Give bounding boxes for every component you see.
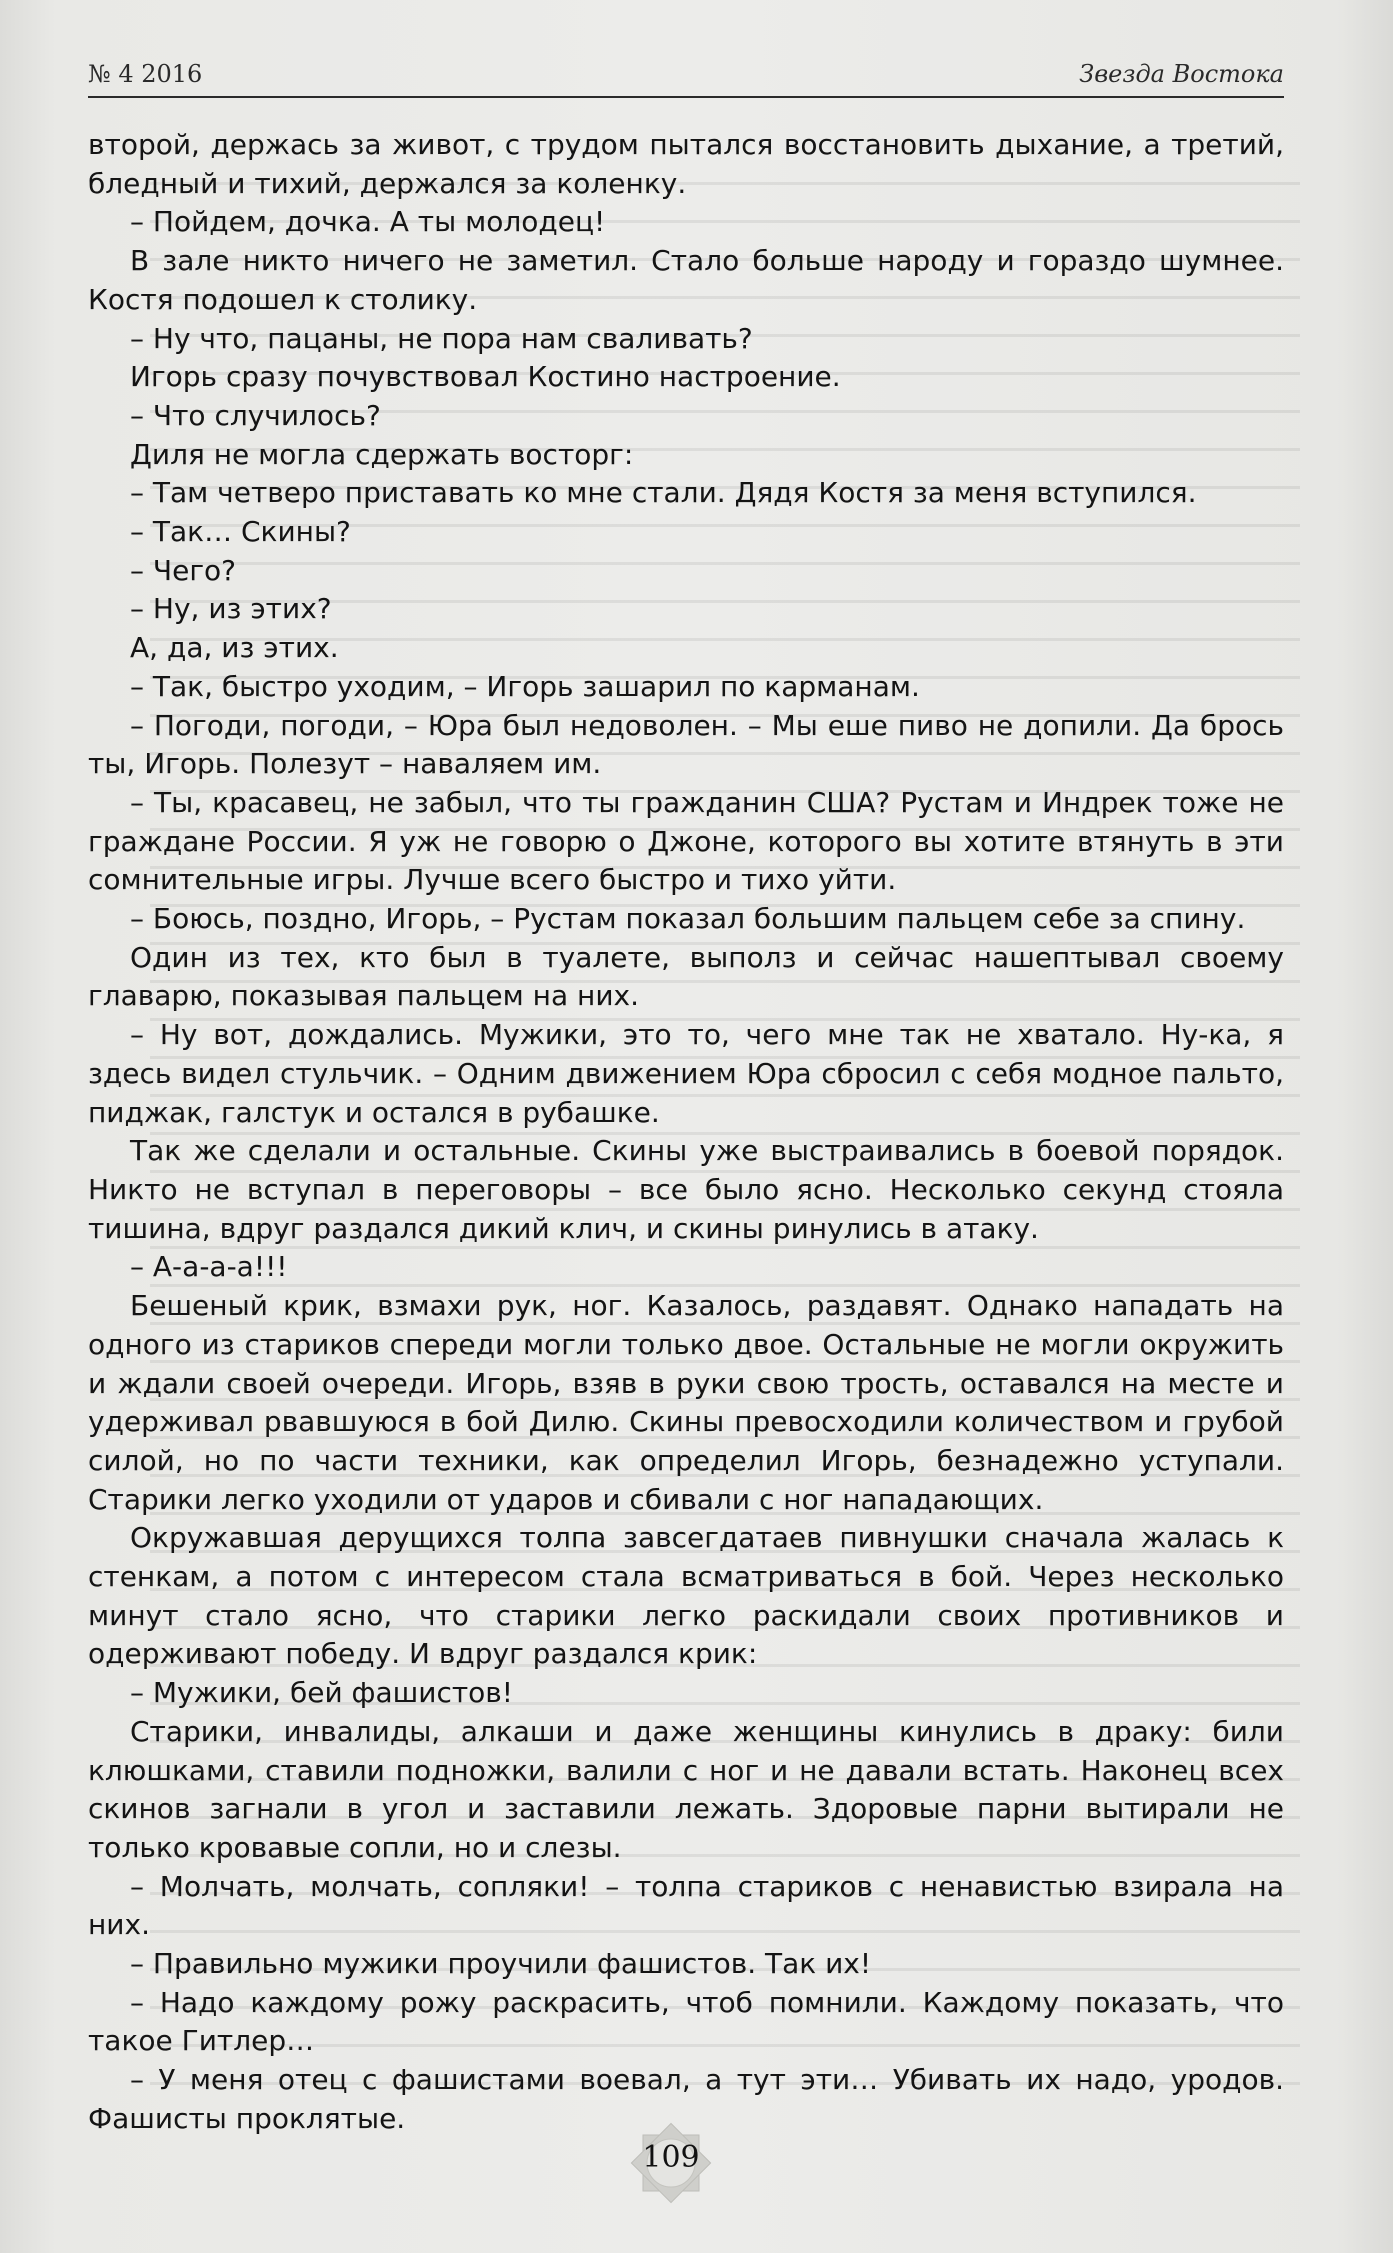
paragraph: – Ты, красавец, не забыл, что ты гражданин США? Рустам и Индрек тоже не граждане России. Я уж не говорю о Джоне, которого вы хотите втянуть в эти сомнительные игры. Лучше всего быстро и тихо уйти.: [88, 785, 1284, 897]
running-header: [88, 56, 1284, 96]
paragraph: – Погоди, погоди, – Юра был недоволен. – Мы еше пиво не допили. Да брось ты, Игорь. Полезут – наваляем им.: [88, 708, 1284, 781]
paragraph: – Ну, из этих?: [130, 592, 332, 626]
page-number-ornament: [626, 2118, 716, 2208]
issue-number: № 4 2016: [88, 60, 203, 88]
paragraph: – Там четверо приставать ко мне стали. Дядя Костя за меня вступился.: [130, 476, 1197, 510]
paragraph: – Правильно мужики проучили фашистов. Так их!: [130, 1947, 872, 1981]
paragraph: Окружавшая дерущихся толпа завсегдатаев пивнушки сначала жалась к стенкам, а потом с интересом стала всматриваться в бой. Через несколько минут стало ясно, что старики легко раскидали своих противников и одерживают победу. И вдруг раздался крик:: [88, 1521, 1284, 1671]
paragraph: Диля не могла сдержать восторг:: [130, 437, 634, 471]
paragraph: – Надо каждому рожу раскрасить, чтоб помнили. Каждому показать, что такое Гитлер…: [88, 1985, 1284, 2058]
paragraph: – Молчать, молчать, сопляки! – толпа стариков с ненавистью взирала на них.: [88, 1869, 1284, 1942]
paragraph: – А-а-а-а!!!: [130, 1250, 288, 1284]
paragraph: Игорь сразу почувствовал Костино настроение.: [130, 360, 841, 394]
paragraph: Так же сделали и остальные. Скины уже выстраивались в боевой порядок. Никто не вступал в переговоры – все было ясно. Несколько секунд стояла тишина, вдруг раздался дикий клич, и скины ринулись в атаку.: [88, 1134, 1284, 1245]
paragraph: – Мужики, бей фашистов!: [130, 1676, 514, 1710]
paragraph: – Чего?: [130, 553, 237, 587]
paragraph: второй, держась за живот, с трудом пытался восстановить дыхание, а третий, бледный и тихий, держался за коленку.: [88, 128, 1284, 200]
paragraph: Один из тех, кто был в туалете, выполз и сейчас нашептывал своему главарю, показывая пальцем на них.: [88, 940, 1284, 1013]
paragraph: – Что случилось?: [130, 398, 381, 432]
paragraph: А, да, из этих.: [130, 631, 339, 665]
journal-title: Звезда Востока: [1079, 60, 1284, 88]
body-text: [88, 126, 1284, 2139]
paragraph: – Боюсь, поздно, Игорь, – Рустам показал большим пальцем себе за спину.: [130, 902, 1246, 936]
paragraph: – Так… Скины?: [130, 515, 351, 549]
paragraph: – Пойдем, дочка. А ты молодец!: [130, 205, 606, 239]
paragraph: – Так, быстро уходим, – Игорь зашарил по карманам.: [130, 669, 920, 703]
paragraph: Старики, инвалиды, алкаши и даже женщины кинулись в драку: били клюшками, ставили подножки, валили с ног и не давали встать. Наконец всех скинов загнали в угол и заставили лежать. Здоровые парни вытирали не только кровавые сопли, но и слезы.: [88, 1714, 1284, 1864]
paragraph: Бешеный крик, взмахи рук, ног. Казалось, раздавят. Однако нападать на одного из стариков спереди могли только двое. Остальные не могли окружить и ждали своей очереди. Игорь, взяв в руки свою трость, оставался на месте и удерживал рвавшуюся в бой Дилю. Скины превосходили количеством и грубой силой, но по части техники, как определил Игорь, безнадежно уступали. Старики легко уходили от ударов и сбивали с ног нападающих.: [88, 1289, 1284, 1516]
header-divider: [88, 96, 1284, 98]
paragraph: В зале никто ничего не заметил. Стало больше народу и гораздо шумнее. Костя подошел к столику.: [88, 244, 1284, 316]
paragraph: – Ну вот, дождались. Мужики, это то, чего мне так не хватало. Ну-ка, я здесь видел стульчик. – Одним движением Юра сбросил с себя модное пальто, пиджак, галстук и остался в рубашке.: [88, 1018, 1284, 1129]
page-number: 109: [642, 2140, 700, 2175]
paragraph: – Ну что, пацаны, не пора нам сваливать?: [130, 321, 753, 355]
paragraph: – У меня отец с фашистами воевал, а тут эти… Убивать их надо, уродов. Фашисты проклятые.: [88, 2063, 1284, 2135]
